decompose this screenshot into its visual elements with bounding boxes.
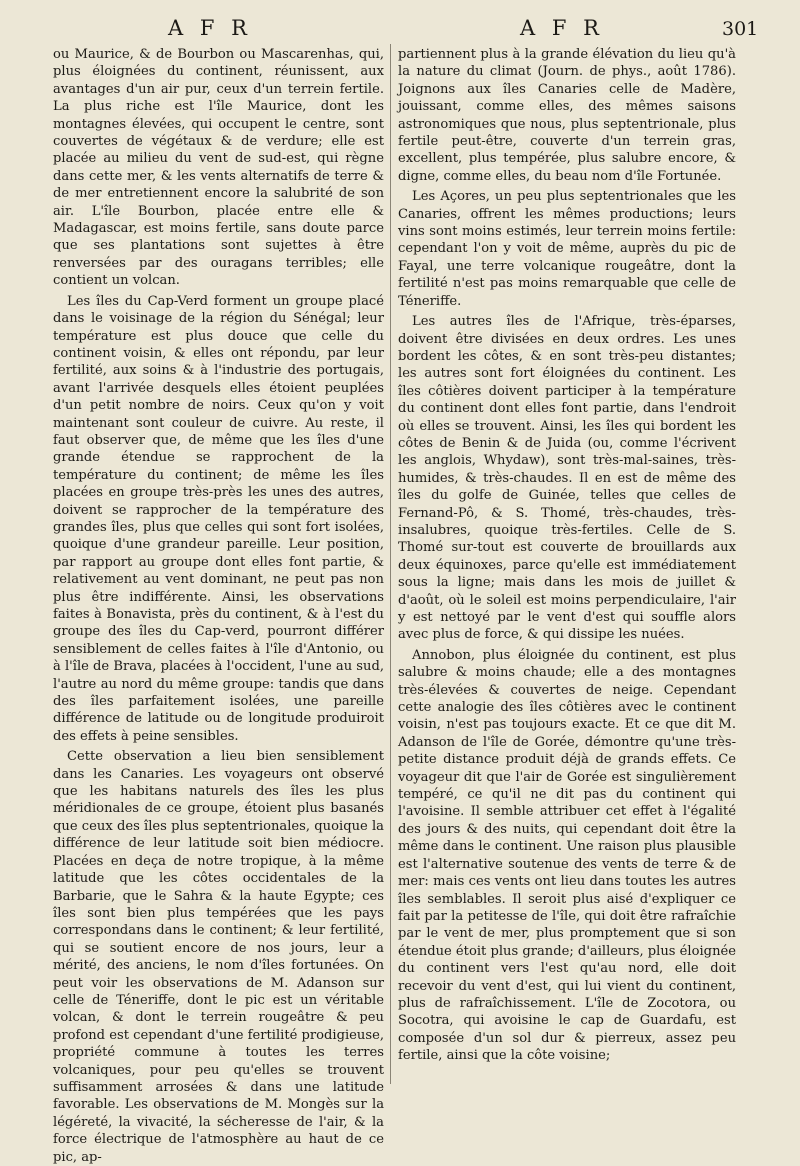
running-header — [0, 14, 800, 44]
running-title-right: A F R — [520, 16, 604, 40]
paragraph: Les Açores, un peu plus septentrionales que les Canaries, offrent les mêmes productions; leurs vins sont moins estimés, leur terrein moins fertile: cependant l'on y voit de même, auprès du pic de Fayal, une terre volcanique rougeâtre, dont la fertilité n'est pas moins remarquable que celle de Téneriffe. — [398, 189, 736, 309]
paragraph: Cette observation a lieu bien sensiblement dans les Canaries. Les voyageurs ont observé que les habitans naturels des îles les plus méridionales de ce groupe, étoient plus basanés que ceux des îles plus septentrionales, quoique la différence de leur latitude soit bien médiocre. Placées en deça de notre tropique, à la même latitude que les côtes occidentales de la Barbarie, que le Sahra & la haute Egypte; ces îles sont bien plus tempérées que les pays correspondans dans le continent; & leur fertilité, qui se soutient encore de nos jours, leur a mérité, des anciens, le nom d'îles fortunées. On peut voir les observations de M. Adanson sur celle de Téneriffe, dont le pic est un véritable volcan, & dont le terrein rougeâtre & peu profond est cependant d'une fertilité prodigieuse, propriété commune à toutes les terres volcaniques, pour peu qu'elles se trouvent suffisamment arrosées & dans une latitude favorable. Les observations de M. Mongès sur la légéreté, la vivacité, la sécheresse de l'air, & la force électrique de l'atmosphère au haut de ce pic, ap- — [53, 749, 384, 1165]
paragraph: ou Maurice, & de Bourbon ou Mascarenhas, qui, plus éloignées du continent, réunissent, aux avantages d'un air pur, ceux d'un terrein fertile. La plus riche est l'île Maurice, dont les montagnes élevées, qui occupent le centre, sont couvertes de végétaux & de verdure; elle est placée au milieu du vent de sud-est, qui règne dans cette mer, & les vents alternatifs de terre & de mer entretiennent encore la salubrité de son air. L'île Bourbon, placée entre elle & Madagascar, est moins fertile, sans doute parce que ses plantations sont sujettes à être renversées par des ouragans terribles; elle contient un volcan. — [53, 47, 384, 289]
right-column — [398, 46, 736, 1092]
left-column — [53, 46, 384, 1165]
page-number: 301 — [722, 18, 759, 40]
running-title-left: A F R — [168, 16, 252, 40]
paragraph: Les autres îles de l'Afrique, très-éparses, doivent être divisées en deux ordres. Les unes bordent les côtes, & en sont très-peu distantes; les autres sont fort éloignées du continent. Les îles côtières doivent participer à la température du continent dont elles font partie, dans l'endroit où elles se trouvent. Ainsi, les îles qui bordent les côtes de Benin & de Juida (ou, comme l'écrivent les anglois, Whydaw), sont très-mal-saines, très-humides, & très-chaudes. Il en est de même des îles du golfe de Guinée, telles que celles de Fernand-Pô, & S. Thomé, très-chaudes, très-insalubres, quoique très-fertiles. Celle de S. Thomé sur-tout est couverte de brouillards aux deux équinoxes, parce qu'elle est immédiatement sous la ligne; mais dans les mois de juillet & d'août, où le soleil est moins perpendiculaire, l'air y est nettoyé par le vent d'est qui souffle alors avec plus de force, & qui dissipe les nuées. — [398, 314, 736, 643]
paragraph: Les îles du Cap-Verd forment un groupe placé dans le voisinage de la région du Sénégal; leur température est plus douce que celle du continent voisin, & elles ont répondu, par leur fertilité, aux soins & à l'industrie des portugais, avant l'arrivée desquels elles étoient peuplées d'un petit nombre de noirs. Ceux qu'on y voit maintenant sont couleur de cuivre. Au reste, il faut observer que, de même que les îles d'une grande étendue se rapprochent de la température du continent; de même les îles placées en groupe très-près les unes des autres, doivent se rapprocher de la température des grandes îles, plus que celles qui sont fort isolées, quoique d'une grandeur pareille. Leur position, par rapport au groupe dont elles font partie, & relativement au vent dominant, ne peut pas non plus être indifférente. Ainsi, les observations faites à Bonavista, près du continent, & à l'est du groupe des îles du Cap-verd, pourront différer sensiblement de celles faites à l'île d'Antonio, ou à l'île de Brava, placées à l'occident, l'une au sud, l'autre au nord du même groupe: tandis que dans des îles parfaitement isolées, une pareille différence de latitude ou de longitude produiroit des effets à peine sensibles. — [53, 293, 384, 744]
paragraph: Annobon, plus éloignée du continent, est plus salubre & moins chaude; elle a des montagnes très-élevées & couvertes de neige. Cependant cette analogie des îles côtières avec le continent voisin, n'est pas toujours exacte. Et ce que dit M. Adanson de l'île de Gorée, démontre qu'une très-petite distance produit déjà de grands effets. Ce voyageur dit que l'air de Gorée est singulièrement tempéré, ce qu'il ne dit pas du continent qui l'avoisine. Il semble attribuer cet effet à l'égalité des jours & des nuits, qui cependant doit être la même dans le continent. Une raison plus plausible est l'alternative soutenue des vents de terre & de mer: mais ces vents ont lieu dans toutes les autres îles semblables. Il seroit plus aisé d'expliquer ce fait par la petitesse de l'île, qui doit être rafraîchie par le vent de mer, plus promptement que si son étendue étoit plus grande; d'ailleurs, plus éloignée du continent vers l'est qu'au nord, elle doit recevoir du vent d'est, qui lui vient du continent, plus de rafraîchissement. L'île de Zocotora, ou Socotra, qui avoisine le cap de Guardafu, est composée d'un sol dur & pierreux, assez peu fertile, ainsi que la côte voisine; — [398, 647, 736, 1064]
paragraph: partiennent plus à la grande élévation du lieu qu'à la nature du climat (Journ. de phys., août 1786). Joignons aux îles Canaries celle de Madère, jouissant, comme elles, des mêmes saisons astronomiques que nous, plus septentrionale, plus fertile peut-être, couverte d'un terrein gras, excellent, plus tempérée, plus salubre encore, & digne, comme elles, du beau nom d'île Fortunée. — [398, 47, 736, 184]
column-divider — [390, 44, 391, 1084]
